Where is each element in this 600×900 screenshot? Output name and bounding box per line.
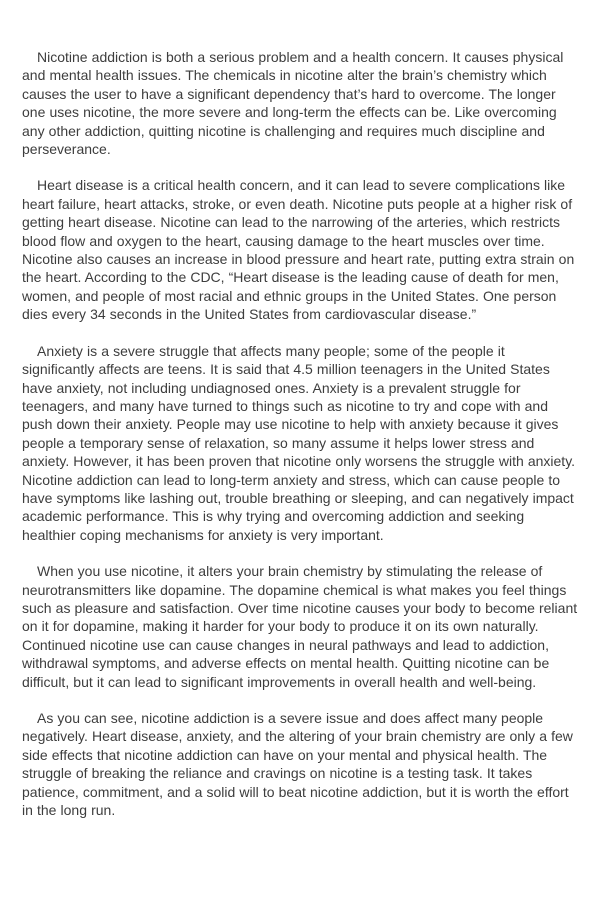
paragraph-heart-disease: Heart disease is a critical health concern, and it can lead to severe complications like heart failure, heart attacks, stroke, or even death. Nicotine puts people at a higher risk of getting heart disease. Nicotine can lead to the narrowing of the arteries, which restricts blood flow and oxygen to the heart, causing damage to the heart muscles over time. Nicotine also causes an increase in blood pressure and heart rate, putting extra strain on the heart. According to the CDC, “Heart disease is the leading cause of death for men, women, and people of most racial and ethnic groups in the United States. One person dies every 34 seconds in the United States from cardiovascular disease.” bbox=[22, 177, 575, 323]
paragraph-intro: Nicotine addiction is both a serious problem and a health concern. It causes physical and mental health issues. The chemicals in nicotine alter the brain’s chemistry which causes the user to have a significant dependency that’s hard to overcome. The longer one uses nicotine, the more severe and long-term the effects can be. Like overcoming any other addiction, quitting nicotine is challenging and requires much discipline and perseverance. bbox=[22, 49, 564, 158]
paragraph-conclusion: As you can see, nicotine addiction is a severe issue and does affect many people negatively. Heart disease, anxiety, and the altering of your brain chemistry are only a few side effects that nicotine addiction can have on your mental and physical health. The struggle of breaking the reliance and cravings on nicotine is a testing task. It takes patience, commitment, and a solid will to beat nicotine addiction, but it is worth the effort in the long run. bbox=[22, 710, 573, 819]
paragraph-anxiety: Anxiety is a severe struggle that affects many people; some of the people it significantly affects are teens. It is said that 4.5 million teenagers in the United States have anxiety, not including undiagnosed ones. Anxiety is a prevalent struggle for teenagers, and many have turned to things such as nicotine to try and cope with and push down their anxiety. People may use nicotine to help with anxiety because it gives people a temporary sense of relaxation, so many assume it helps lower stress and anxiety. However, it has been proven that nicotine only worsens the struggle with anxiety. Nicotine addiction can lead to long-term anxiety and stress, which can cause people to have symptoms like lashing out, trouble breathing or sleeping, and can negatively impact academic performance. This is why trying and overcoming addiction and seeking healthier coping mechanisms for anxiety is very important. bbox=[22, 342, 576, 543]
paragraph-brain-chemistry: When you use nicotine, it alters your brain chemistry by stimulating the release of neurotransmitters like dopamine. The dopamine chemical is what makes you feel things such as pleasure and satisfaction. Over time nicotine causes your body to become reliant on it for dopamine, making it harder for your body to produce it on its own naturally. Continued nicotine use can cause changes in neural pathways and lead to addiction, withdrawal symptoms, and adverse effects on mental health. Quitting nicotine can be difficult, but it can lead to significant improvements in overall health and well-being. bbox=[22, 563, 578, 690]
